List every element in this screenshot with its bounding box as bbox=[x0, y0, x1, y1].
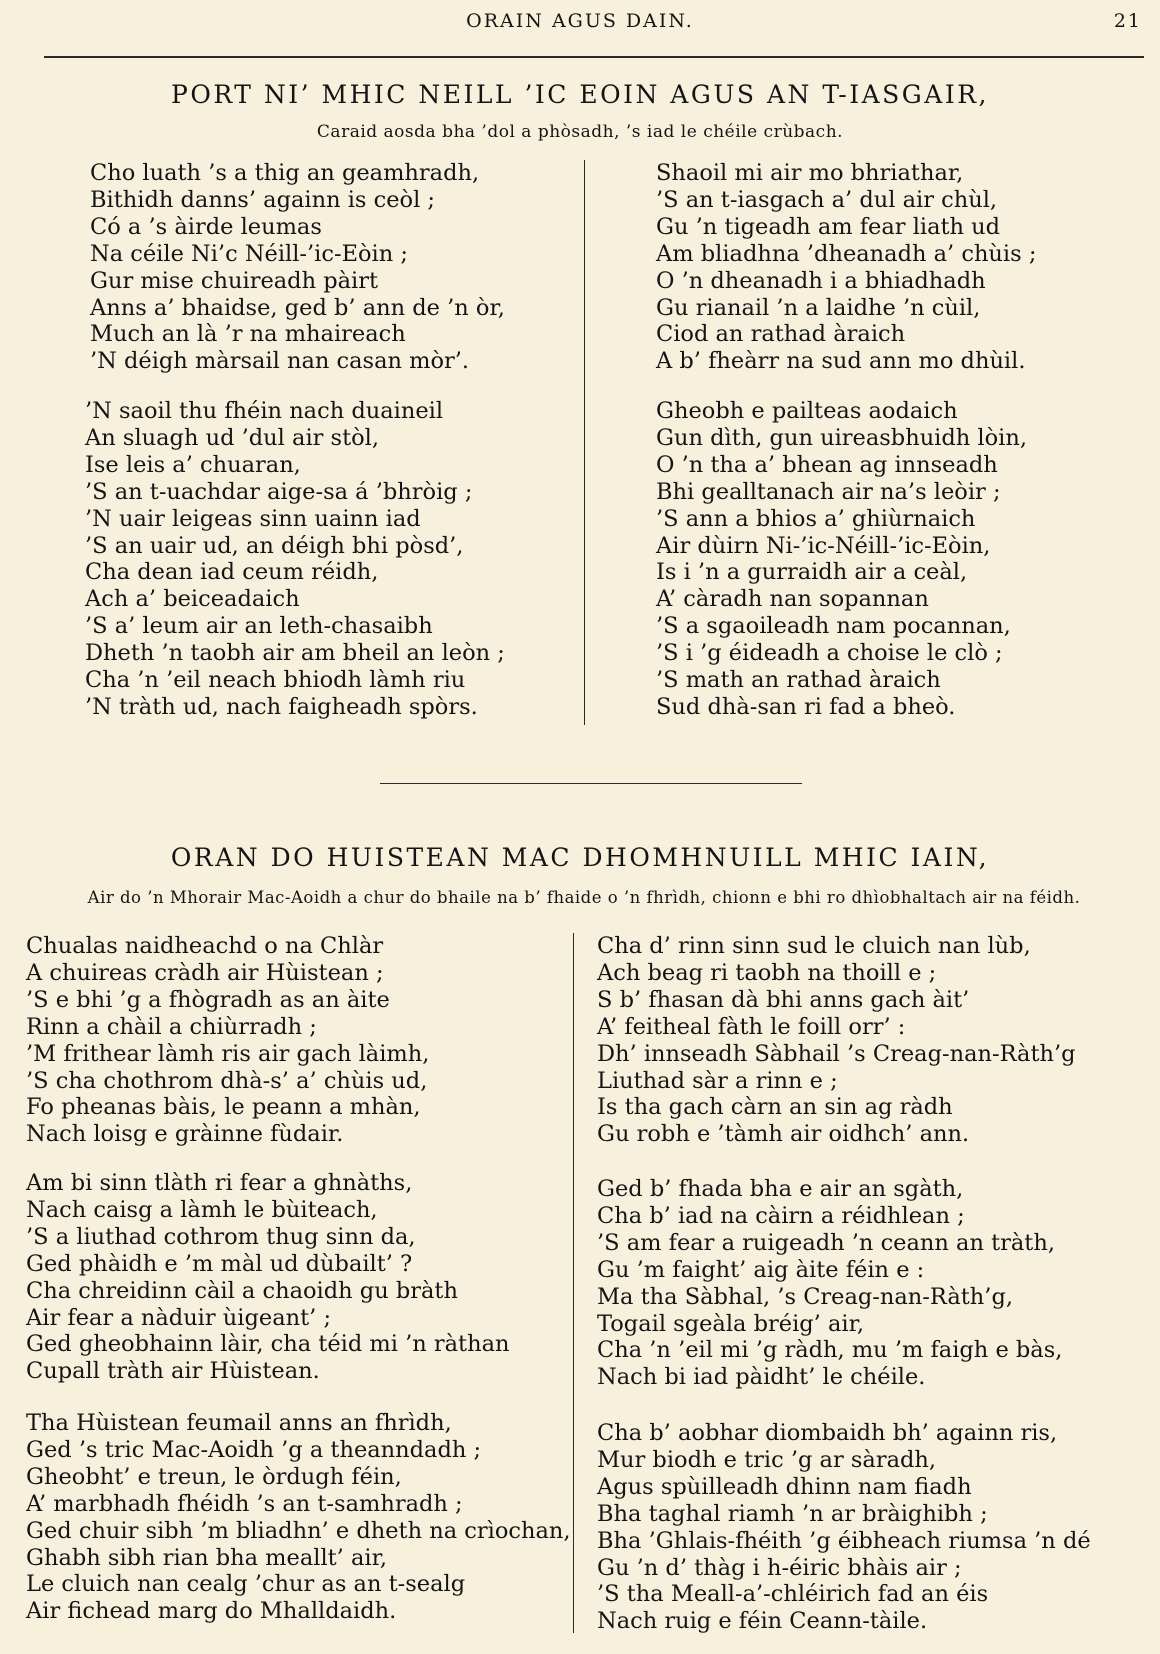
poem1-title: PORT NI’ MHIC NEILL ’IC EOIN AGUS AN T-IASGAIR, bbox=[171, 80, 989, 109]
verse-line: Cho luath ’s a thig an geamhradh, bbox=[90, 160, 480, 186]
verse-line: ’S am fear a ruigeadh ’n ceann an tràth, bbox=[597, 1229, 1055, 1256]
verse-line: ’M frithear làmh ris air gach làimh, bbox=[26, 1040, 430, 1067]
verse-line: Liuthad sàr a rinn e ; bbox=[597, 1067, 838, 1094]
verse-line: ’S a liuthad cothrom thug sinn da, bbox=[26, 1223, 416, 1250]
verse-line: Cha dean iad ceum réidh, bbox=[85, 559, 379, 586]
verse-line: ’N déigh màrsail nan casan mòr’. bbox=[90, 348, 470, 375]
verse-line: Anns a’ bhaidse, ged b’ ann de ’n òr, bbox=[90, 294, 505, 321]
verse-line: Cha b’ aobhar diombaidh bh’ againn ris, bbox=[597, 1420, 1058, 1446]
verse-line: ’S i ’g éideadh a choise le clò ; bbox=[656, 640, 1003, 667]
verse-line: Bha ’Ghlais-fhéith ’g éibheach riumsa ’n dé bbox=[597, 1527, 1091, 1554]
verse-line: Gun dìth, gun uireasbhuidh lòin, bbox=[656, 424, 1028, 451]
verse-line: Nach ruig e féin Ceann-tàile. bbox=[597, 1608, 928, 1635]
verse-line: Cha ’n ’eil neach bhiodh làmh riu bbox=[85, 667, 466, 694]
verse-line: Nach caisg a làmh le bùiteach, bbox=[26, 1196, 378, 1223]
verse-line: A’ feitheal fàth le foill orr’ : bbox=[597, 1013, 906, 1040]
verse-line: Ged b’ fhada bha e air an sgàth, bbox=[597, 1176, 964, 1202]
verse-line: A b’ fheàrr na sud ann mo dhùil. bbox=[656, 348, 1026, 375]
verse-line: Ged gheobhainn làir, cha téid mi ’n ràthan bbox=[26, 1331, 510, 1358]
verse-line: Ged ’s tric Mac-Aoidh ’g a theanndadh ; bbox=[26, 1436, 482, 1463]
verse-line: Is i ’n a gurraidh air a ceàl, bbox=[656, 559, 968, 586]
verse-line: ’S tha Meall-a’-chléirich fad an éis bbox=[597, 1581, 989, 1608]
verse-line: Gu ’m faight’ aig àite féin e : bbox=[597, 1256, 925, 1283]
column-divider bbox=[584, 160, 585, 725]
verse-line: Togail sgeàla bréig’ air, bbox=[597, 1310, 865, 1337]
header-rule bbox=[44, 56, 1144, 58]
verse-line: Am bliadhna ’dheanadh a’ chùis ; bbox=[656, 240, 1037, 267]
verse-line: Gu ’n tigeadh am fear liath ud bbox=[656, 213, 1001, 240]
poem1-left-stanza-1 bbox=[90, 160, 505, 375]
verse-line: Cupall tràth air Hùistean. bbox=[26, 1358, 320, 1385]
verse-line: Shaoil mi air mo bhriathar, bbox=[656, 160, 964, 186]
verse-line: A’ marbhadh fhéidh ’s an t-samhradh ; bbox=[26, 1490, 463, 1517]
verse-line: Ach beag ri taobh na thoill e ; bbox=[597, 959, 937, 986]
verse-line: ’S cha chothrom dhà-s’ a’ chùis ud, bbox=[26, 1067, 428, 1094]
verse-line: Le cluich nan cealg ’chur as an t-sealg bbox=[26, 1571, 466, 1598]
verse-line: Air dùirn Ni-’ic-Néill-’ic-Eòin, bbox=[656, 532, 991, 559]
verse-line: Bha taghal riamh ’n ar bràighibh ; bbox=[597, 1500, 988, 1527]
verse-line: Bithidh danns’ againn is ceòl ; bbox=[90, 186, 436, 213]
verse-line: Cha chreidinn càil a chaoidh gu bràth bbox=[26, 1277, 458, 1304]
poem1-right-stanza-2 bbox=[656, 398, 1027, 721]
verse-line: Much an là ’r na mhaireach bbox=[90, 321, 406, 348]
verse-line: A’ càradh nan sopannan bbox=[656, 586, 929, 613]
column-divider bbox=[573, 933, 574, 1633]
verse-line: ’S a sgaoileadh nam pocannan, bbox=[656, 613, 1011, 640]
verse-line: Rinn a chàil a chiùrradh ; bbox=[26, 1013, 317, 1040]
verse-line: ’S e bhi ’g a fhògradh as an àite bbox=[26, 986, 390, 1013]
verse-line: Bhi gealltanach air na’s leòir ; bbox=[656, 478, 1001, 505]
verse-line: Gur mise chuireadh pàirt bbox=[90, 267, 379, 294]
verse-line: Ise leis a’ chuaran, bbox=[85, 451, 301, 478]
verse-line: Cha ’n ’eil mi ’g ràdh, mu ’m faigh e bàs, bbox=[597, 1337, 1063, 1364]
verse-line: Gheobh e pailteas aodaich bbox=[656, 398, 958, 424]
verse-line: ’S an uair ud, an déigh bhi pòsd’, bbox=[85, 532, 464, 559]
verse-line: ’N saoil thu fhéin nach duaineil bbox=[85, 398, 444, 424]
poem1-subtitle: Caraid aosda bha ’dol a phòsadh, ’s iad le chéile crùbach. bbox=[316, 122, 844, 142]
verse-line: A chuireas cràdh air Hùistean ; bbox=[26, 959, 384, 986]
verse-line: S b’ fhasan dà bhi anns gach àit’ bbox=[597, 986, 970, 1013]
poem-separator bbox=[380, 783, 802, 784]
verse-line: Sud dhà-san ri fad a bheò. bbox=[656, 693, 956, 720]
verse-line: Tha Hùistean feumail anns an fhrìdh, bbox=[26, 1410, 452, 1436]
verse-line: Mur biodh e tric ’g ar sàradh, bbox=[597, 1446, 937, 1473]
poem1-left-stanza-2 bbox=[85, 398, 505, 721]
verse-line: Ach a’ beiceadaich bbox=[85, 586, 300, 613]
verse-line: Ma tha Sàbhal, ’s Creag-nan-Ràth’g, bbox=[597, 1283, 1014, 1310]
verse-line: Agus spùilleadh dhinn nam fiadh bbox=[597, 1473, 972, 1500]
verse-line: An sluagh ud ’dul air stòl, bbox=[85, 424, 380, 451]
verse-line: Na céile Ni’c Néill-’ic-Eòin ; bbox=[90, 240, 408, 267]
verse-line: Nach loisg e gràinne fùdair. bbox=[26, 1121, 344, 1148]
verse-line: Dheth ’n taobh air am bheil an leòn ; bbox=[85, 640, 505, 667]
verse-line: Gu rianail ’n a laidhe ’n cùil, bbox=[656, 294, 981, 321]
verse-line: Gu ’n d’ thàg i h-éiric bhàis air ; bbox=[597, 1554, 962, 1581]
verse-line: Cha d’ rinn sinn sud le cluich nan lùb, bbox=[597, 933, 1031, 959]
verse-line: Ged phàidh e ’m màl ud dùbailt’ ? bbox=[26, 1250, 413, 1277]
poem2-left-stanza-3 bbox=[26, 1410, 571, 1625]
running-header bbox=[0, 10, 1160, 40]
verse-line: Cha b’ iad na càirn a réidhlean ; bbox=[597, 1202, 965, 1229]
poem2-right-stanza-3 bbox=[597, 1420, 1091, 1635]
verse-line: Dh’ innseadh Sàbhail ’s Creag-nan-Ràth’g bbox=[597, 1040, 1076, 1067]
verse-line: Ged chuir sibh ’m bliadhn’ e dheth na crìochan, bbox=[26, 1517, 571, 1544]
poem2-subtitle: Air do ’n Mhorair Mac-Aoidh a chur do bhaile na b’ fhaide o ’n fhrìdh, chionn e bhi ro dhìobhaltach air na féidh. bbox=[87, 888, 1081, 907]
poem2-right-stanza-2 bbox=[597, 1176, 1062, 1391]
verse-line: Is tha gach càrn an sin ag ràdh bbox=[597, 1094, 953, 1121]
verse-line: Nach bi iad pàidht’ le chéile. bbox=[597, 1364, 926, 1391]
verse-line: ’S math an rathad àraich bbox=[656, 667, 941, 694]
verse-line: Air fear a nàduir ùigeant’ ; bbox=[26, 1304, 332, 1331]
verse-line: ’S an t-iasgach a’ dul air chùl, bbox=[656, 186, 998, 213]
poem2-title: ORAN DO HUISTEAN MAC DHOMHNUILL MHIC IAIN, bbox=[170, 843, 990, 872]
verse-line: Ciod an rathad àraich bbox=[656, 321, 906, 348]
verse-line: Gu robh e ’tàmh air oidhch’ ann. bbox=[597, 1121, 970, 1148]
verse-line: Có a ’s àirde leumas bbox=[90, 213, 322, 240]
verse-line: ’S ann a bhios a’ ghiùrnaich bbox=[656, 505, 976, 532]
verse-line: ’S a’ leum air an leth-chasaibh bbox=[85, 613, 433, 640]
poem1-right-stanza-1 bbox=[656, 160, 1036, 375]
poem2-right-stanza-1 bbox=[597, 933, 1076, 1148]
verse-line: Air fichead marg do Mhalldaidh. bbox=[26, 1598, 397, 1625]
verse-line: Am bi sinn tlàth ri fear a ghnàths, bbox=[26, 1170, 413, 1196]
poem2-left-stanza-2 bbox=[26, 1170, 510, 1385]
verse-line: O ’n dheanadh i a bhiadhadh bbox=[656, 267, 986, 294]
verse-line: Fo pheanas bàis, le peann a mhàn, bbox=[26, 1094, 421, 1121]
verse-line: Chualas naidheachd o na Chlàr bbox=[26, 933, 384, 959]
verse-line: ’N tràth ud, nach faigheadh spòrs. bbox=[85, 693, 478, 720]
verse-line: ’N uair leigeas sinn uainn iad bbox=[85, 505, 421, 532]
verse-line: Gheobht’ e treun, le òrdugh féin, bbox=[26, 1463, 402, 1490]
verse-line: O ’n tha a’ bhean ag innseadh bbox=[656, 451, 998, 478]
verse-line: ’S an t-uachdar aige-sa á ’bhròig ; bbox=[85, 478, 473, 505]
page-number: 21 bbox=[1113, 10, 1142, 32]
running-title: ORAIN AGUS DAIN. bbox=[466, 10, 694, 32]
poem2-left-stanza-1 bbox=[26, 933, 429, 1148]
verse-line: Ghabh sibh rian bha meallt’ air, bbox=[26, 1544, 388, 1571]
